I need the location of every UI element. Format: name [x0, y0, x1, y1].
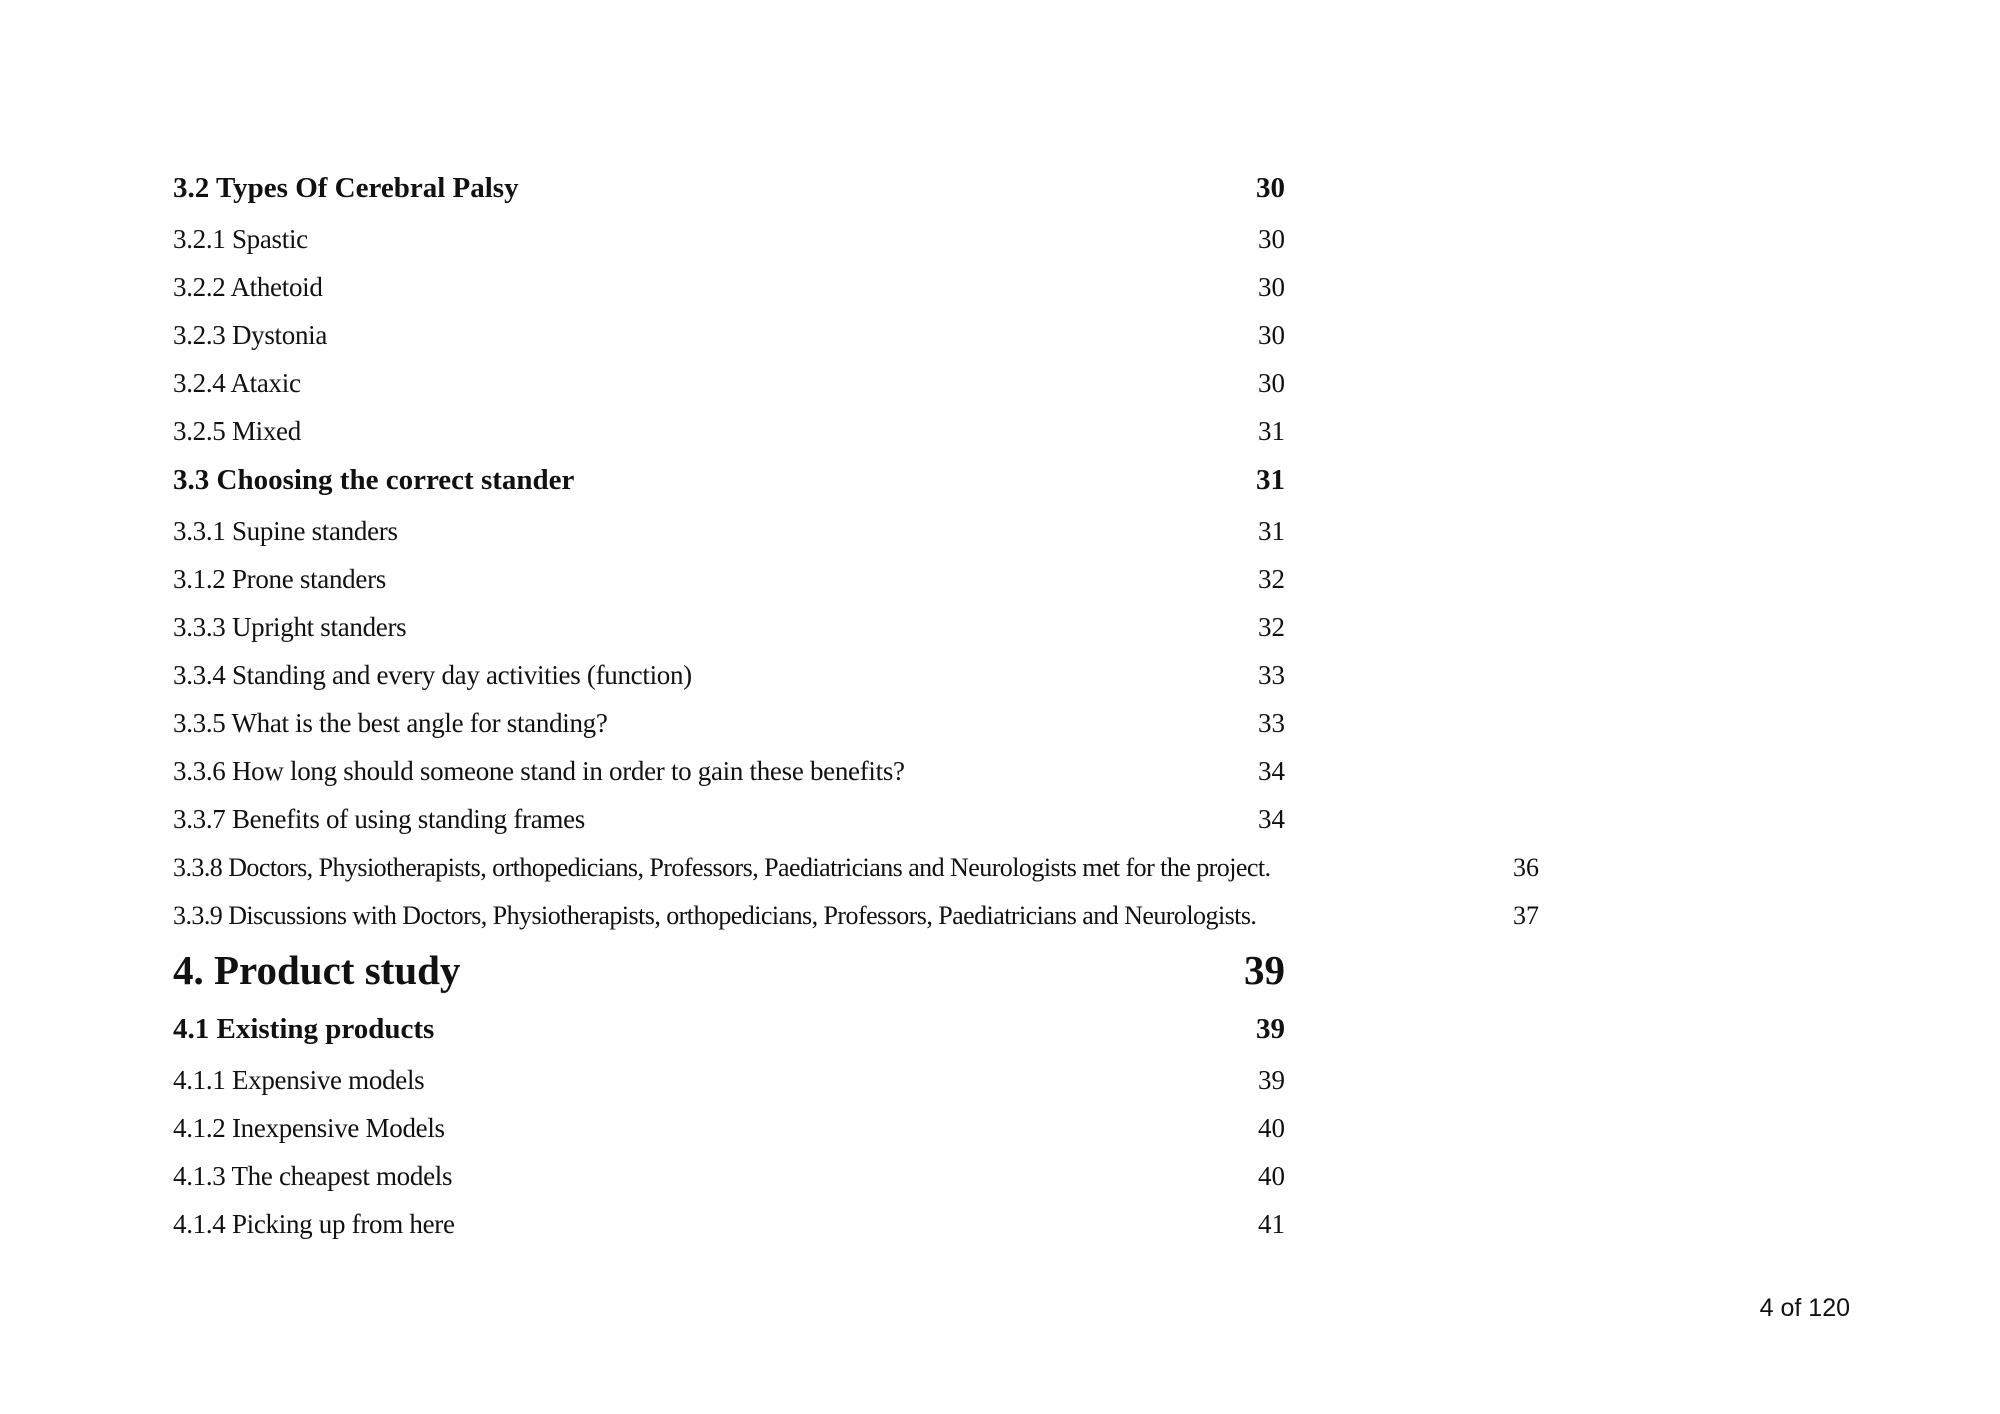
toc-entry-title: 3.3.3 Upright standers [173, 612, 407, 642]
toc-entry-page: 36 [1513, 853, 1539, 882]
toc-entry-page: 39 [1244, 947, 1285, 993]
toc-entry-title: 3.3.7 Benefits of using standing frames [173, 804, 585, 834]
toc-entry-title: 4.1 Existing products [173, 1013, 435, 1045]
toc-entry-page: 41 [1258, 1209, 1285, 1239]
toc-entry-page: 32 [1258, 564, 1285, 594]
toc-entry-title: 3.3 Choosing the correct stander [173, 464, 575, 496]
toc-entry-page: 30 [1258, 320, 1285, 350]
toc-entry-page: 33 [1258, 660, 1285, 690]
toc-entry-title: 3.2 Types Of Cerebral Palsy [173, 172, 519, 204]
toc-entry-title: 3.3.5 What is the best angle for standing? [173, 708, 608, 738]
toc-entry-page: 40 [1258, 1161, 1285, 1191]
toc-entry-page: 31 [1258, 416, 1285, 446]
toc-entry-page: 31 [1258, 516, 1285, 546]
page-indicator: 4 of 120 [1759, 1294, 1850, 1322]
toc-entry-title: 3.3.1 Supine standers [173, 516, 398, 546]
toc-entry-page: 34 [1258, 804, 1285, 834]
toc-entry-page: 39 [1256, 1013, 1285, 1045]
toc-entry-page: 34 [1258, 756, 1285, 786]
toc-entry-title: 4.1.1 Expensive models [173, 1065, 425, 1095]
toc-entry-page: 32 [1258, 612, 1285, 642]
toc-entry-title: 4.1.4 Picking up from here [173, 1209, 455, 1239]
toc-entry-title: 3.2.5 Mixed [173, 416, 301, 446]
toc-entry-title: 3.3.6 How long should someone stand in order to gain these benefits? [173, 756, 905, 786]
toc-entry-page: 30 [1258, 224, 1285, 254]
toc-entry-page: 30 [1258, 368, 1285, 398]
toc-entry-title: 4.1.2 Inexpensive Models [173, 1113, 445, 1143]
toc-entry-page: 39 [1258, 1065, 1285, 1095]
toc-entry-title: 3.3.4 Standing and every day activities (function) [173, 660, 692, 690]
toc-entry-title: 3.1.2 Prone standers [173, 564, 386, 594]
toc-entry-title: 3.3.9 Discussions with Doctors, Physiotherapists, orthopedicians, Professors, Paediatricians and Neurologists. [173, 901, 1257, 930]
toc-entry-title: 3.2.4 Ataxic [173, 368, 301, 398]
toc-entry-page: 30 [1258, 272, 1285, 302]
toc-entry-title: 4. Product study [173, 947, 461, 993]
toc-entry-page: 30 [1256, 172, 1285, 204]
toc-entry-page: 31 [1256, 464, 1285, 496]
toc-entry-page: 37 [1513, 901, 1539, 930]
toc-entry-title: 3.2.3 Dystonia [173, 320, 328, 350]
toc-entry-title: 3.3.8 Doctors, Physiotherapists, orthopedicians, Professors, Paediatricians and Neurologists met for the project. [173, 853, 1271, 882]
toc-entry-page: 40 [1258, 1113, 1285, 1143]
toc-entry-title: 3.2.2 Athetoid [173, 272, 323, 302]
toc-entry-title: 4.1.3 The cheapest models [173, 1161, 453, 1191]
toc-entry-page: 33 [1258, 708, 1285, 738]
toc-entry-title: 3.2.1 Spastic [173, 224, 308, 254]
